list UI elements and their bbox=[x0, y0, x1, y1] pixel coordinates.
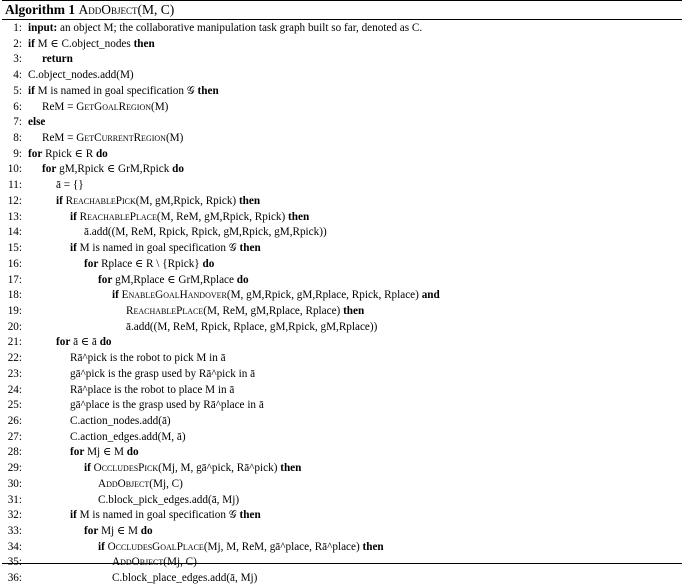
line-number: 13: bbox=[7, 210, 22, 223]
code-line bbox=[2, 68, 682, 84]
line-code: gā^place is the grasp used by Rā^place in ā bbox=[70, 399, 264, 412]
algorithm-lines bbox=[2, 20, 682, 587]
code-line bbox=[2, 21, 682, 37]
code-line bbox=[2, 508, 682, 524]
algorithm-title bbox=[2, 1, 682, 19]
line-code: ā.add((M, ReM, Rpick, Rpick, gM,Rpick, gM,Rpick)) bbox=[84, 226, 327, 239]
code-line bbox=[2, 52, 682, 68]
line-number: 23: bbox=[7, 367, 22, 380]
line-code: for gM,Rpick ∈ GrM,Rpick do bbox=[42, 163, 184, 176]
code-line bbox=[2, 225, 682, 241]
line-code: ā.add((M, ReM, Rpick, Rplace, gM,Rpick, gM,Rplace)) bbox=[126, 320, 378, 333]
line-number: 9: bbox=[13, 147, 22, 160]
line-number: 29: bbox=[7, 462, 22, 475]
code-line bbox=[2, 84, 682, 100]
code-line bbox=[2, 414, 682, 430]
line-code: input: an object M; the collaborative manipulation task graph built so far, denoted as C. bbox=[28, 22, 423, 34]
code-line bbox=[2, 320, 682, 336]
line-number: 11: bbox=[8, 179, 22, 192]
line-code: Rā^pick is the robot to pick M in ā bbox=[70, 352, 226, 365]
line-number: 4: bbox=[13, 69, 22, 82]
code-line bbox=[2, 257, 682, 273]
code-line bbox=[2, 398, 682, 414]
line-number: 20: bbox=[7, 320, 22, 333]
code-line bbox=[2, 571, 682, 587]
line-code: if M ∈ C.object_nodes then bbox=[28, 37, 155, 50]
line-code: ReachablePlace(M, ReM, gM,Rplace, Rplace) then bbox=[126, 304, 365, 317]
line-number: 24: bbox=[7, 383, 22, 396]
line-number: 17: bbox=[7, 273, 22, 286]
line-number: 33: bbox=[7, 525, 22, 537]
line-number: 26: bbox=[7, 414, 22, 427]
line-number: 34: bbox=[7, 540, 22, 553]
code-line bbox=[2, 477, 682, 493]
line-number: 6: bbox=[13, 100, 22, 113]
code-line bbox=[2, 304, 682, 320]
code-line bbox=[2, 461, 682, 477]
line-code: Rā^place is the robot to place M in ā bbox=[70, 383, 235, 396]
line-code: for Mj ∈ M do bbox=[70, 446, 139, 459]
line-number: 18: bbox=[7, 289, 22, 302]
line-number: 15: bbox=[7, 242, 22, 255]
line-code: if ReachablePick(M, gM,Rpick, Rpick) then bbox=[56, 194, 261, 207]
line-code: for Mj ∈ M do bbox=[84, 525, 153, 537]
line-number: 12: bbox=[7, 194, 22, 207]
line-number: 31: bbox=[7, 493, 22, 506]
code-line bbox=[2, 100, 682, 116]
line-code: if M is named in goal specification 𝒢 then bbox=[28, 84, 219, 97]
code-line bbox=[2, 115, 682, 131]
line-code: AddObject(Mj, C) bbox=[98, 477, 183, 490]
line-code: C.block_place_edges.add(ā, Mj) bbox=[112, 572, 258, 585]
code-line bbox=[2, 430, 682, 446]
code-line bbox=[2, 351, 682, 367]
line-code: ReM = GetGoalRegion(M) bbox=[42, 100, 169, 113]
code-line bbox=[2, 162, 682, 178]
line-code: if OccludesGoalPlace(Mj, M, ReM, gā^place, Rā^place) then bbox=[98, 540, 384, 553]
line-code: gā^pick is the grasp used by Rā^pick in ā bbox=[70, 367, 256, 380]
line-code: C.action_nodes.add(ā) bbox=[70, 414, 171, 427]
line-number: 19: bbox=[7, 304, 22, 317]
code-line bbox=[2, 524, 682, 540]
line-number: 8: bbox=[13, 132, 22, 145]
line-number: 27: bbox=[7, 430, 22, 443]
line-code: for gM,Rplace ∈ GrM,Rplace do bbox=[98, 273, 249, 286]
code-line bbox=[2, 131, 682, 147]
line-number: 25: bbox=[7, 399, 22, 412]
line-code: else bbox=[28, 116, 46, 129]
line-code: if M is named in goal specification 𝒢 then bbox=[70, 509, 261, 522]
line-code: for Rpick ∈ R do bbox=[28, 147, 108, 160]
line-number: 35: bbox=[7, 556, 22, 569]
code-line bbox=[2, 493, 682, 509]
line-number: 3: bbox=[13, 53, 22, 66]
code-line bbox=[2, 367, 682, 383]
line-number: 10: bbox=[7, 163, 22, 176]
line-number: 30: bbox=[7, 477, 22, 490]
line-code: return bbox=[42, 53, 73, 66]
code-line bbox=[2, 383, 682, 399]
code-line bbox=[2, 178, 682, 194]
line-code: C.block_pick_edges.add(ā, Mj) bbox=[98, 493, 240, 506]
algorithm-box bbox=[2, 0, 682, 587]
code-line bbox=[2, 210, 682, 226]
code-line bbox=[2, 445, 682, 461]
line-code: ā = {} bbox=[56, 179, 84, 192]
line-code: if M is named in goal specification 𝒢 then bbox=[70, 242, 261, 255]
line-code: AddObject(Mj, C) bbox=[112, 556, 197, 569]
line-number: 16: bbox=[7, 257, 22, 270]
algorithm-name: AddObject(M, C) bbox=[78, 2, 175, 17]
line-number: 7: bbox=[13, 116, 22, 129]
line-number: 32: bbox=[7, 509, 22, 522]
code-line bbox=[2, 194, 682, 210]
line-number: 14: bbox=[7, 226, 22, 239]
line-number: 1: bbox=[13, 22, 22, 34]
algorithm-label: Algorithm 1 bbox=[5, 2, 76, 17]
line-number: 21: bbox=[7, 336, 22, 349]
code-line bbox=[2, 147, 682, 163]
line-number: 2: bbox=[13, 37, 22, 50]
line-number: 22: bbox=[7, 352, 22, 365]
line-number: 28: bbox=[7, 446, 22, 459]
line-code: ReM = GetCurrentRegion(M) bbox=[42, 132, 184, 145]
line-code: for ā ∈ ā do bbox=[56, 336, 112, 349]
line-code: for Rplace ∈ R \ {Rpick} do bbox=[84, 257, 215, 270]
line-code: C.action_edges.add(M, ā) bbox=[70, 430, 186, 443]
code-line bbox=[2, 540, 682, 556]
line-number: 5: bbox=[13, 84, 22, 97]
code-line bbox=[2, 335, 682, 351]
line-code: if ReachablePlace(M, ReM, gM,Rpick, Rpick) then bbox=[70, 210, 310, 223]
line-code: if EnableGoalHandover(M, gM,Rpick, gM,Rplace, Rpick, Rplace) and bbox=[112, 289, 440, 302]
line-code: C.object_nodes.add(M) bbox=[28, 69, 134, 82]
code-line bbox=[2, 288, 682, 304]
line-code: if OccludesPick(Mj, M, gā^pick, Rā^pick) then bbox=[84, 462, 302, 475]
code-line bbox=[2, 37, 682, 53]
line-number: 36: bbox=[7, 572, 22, 585]
bottom-rule bbox=[2, 563, 682, 564]
code-line bbox=[2, 241, 682, 257]
code-line bbox=[2, 273, 682, 289]
